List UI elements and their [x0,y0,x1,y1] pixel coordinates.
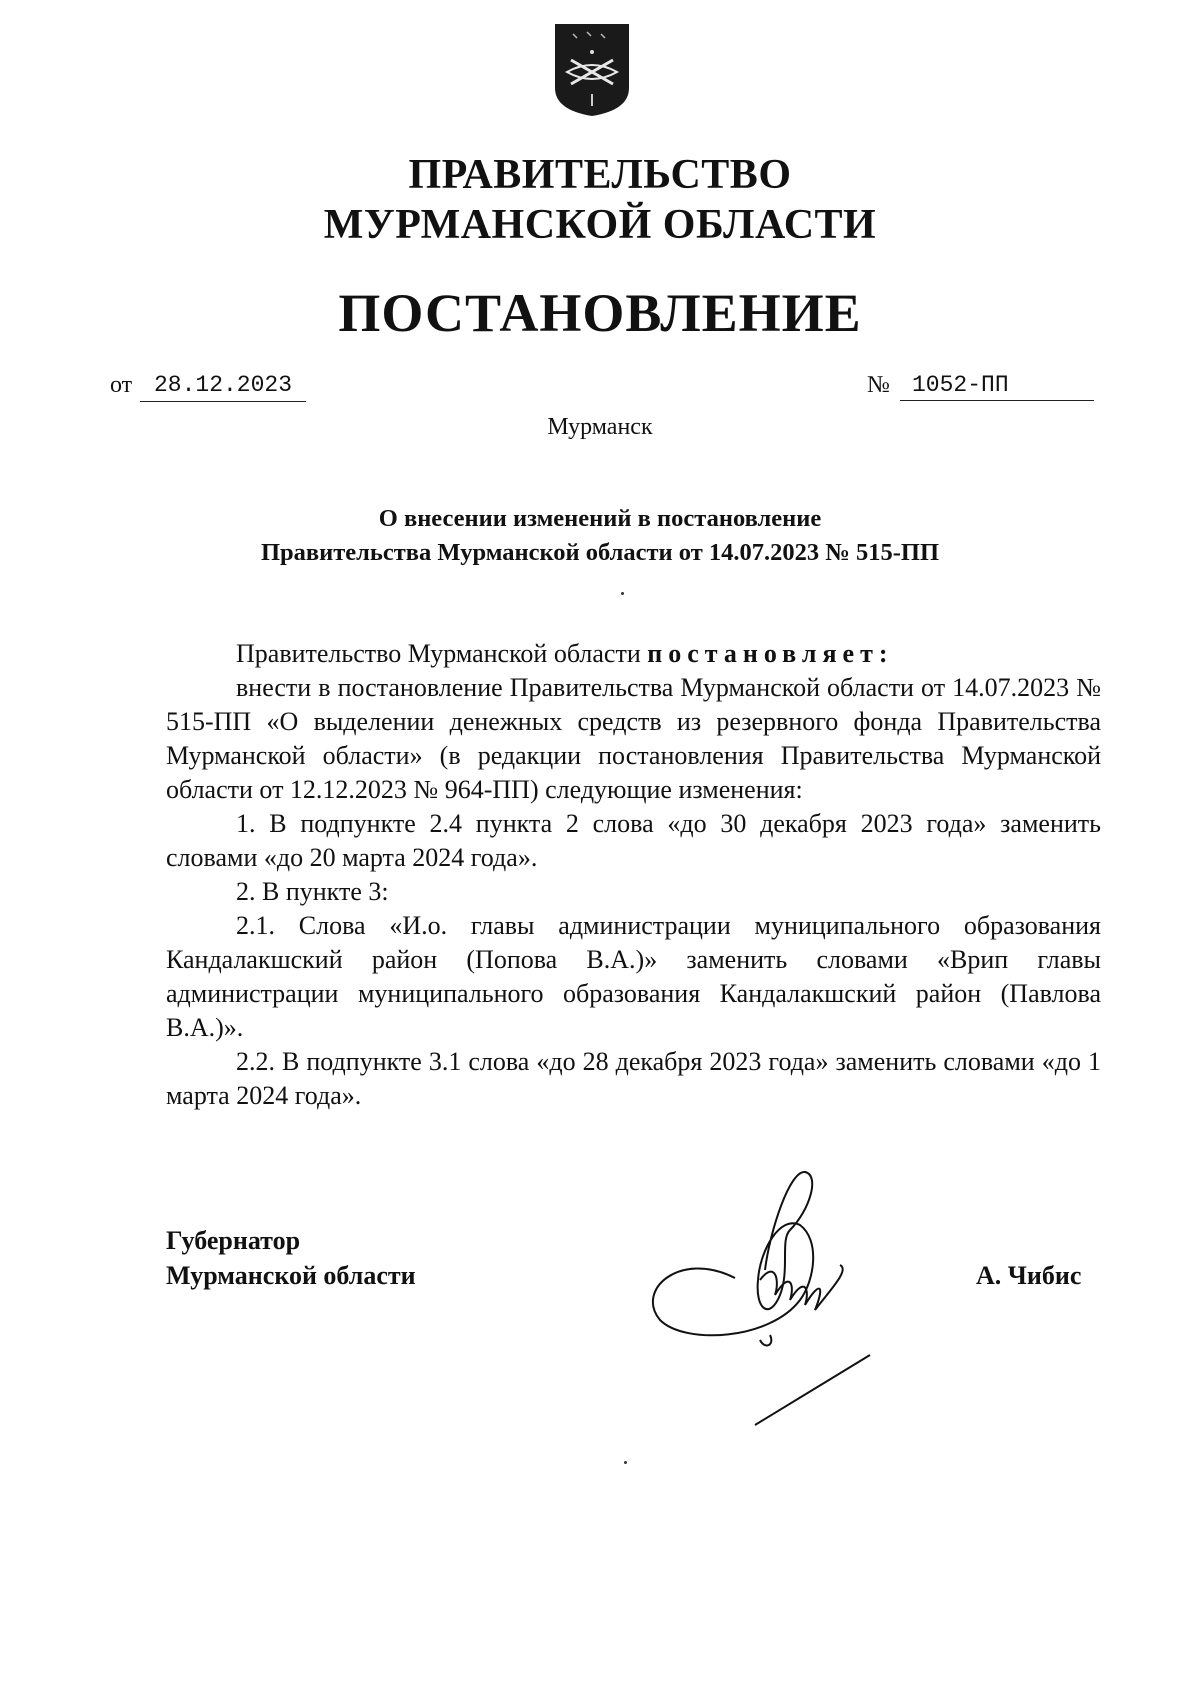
document-date: 28.12.2023 [140,372,306,402]
item-1: 1. В подпункте 2.4 пункта 2 слова «до 30 декабря 2023 года» заменить словами «до 20 марта 2024 года». [166,809,1101,872]
intro-lead: Правительство Мурманской области [236,639,641,668]
scan-dot [621,592,624,595]
main-paragraph: внести в постановление Правительства Мурманской области от 14.07.2023 № 515-ПП «О выделении денежных средств из резервного фонда Правительства Мурманской области» (в редакции постановления Правительства Мурманской области от 12.12.2023 № 964-ПП) следующие изменения: [166,673,1101,804]
signatory-name: А. Чибис [976,1261,1082,1290]
document-number: 1052-ПП [900,372,1094,401]
item-2-1: 2.1. Слова «И.о. главы администрации муниципального образования Кандалакшский район (Попова В.А.)» заменить словами «Врип главы администрации муниципального образования Кандалакшский район (Павлова В.А.)». [166,911,1101,1042]
document-body [166,637,1101,1113]
org-name-line-1: ПРАВИТЕЛЬСТВО [408,152,792,198]
document-type-title: ПОСТАНОВЛЕНИЕ [338,283,862,343]
intro-paragraph [166,637,1101,671]
number-prefix: № [867,372,890,398]
city-name: Мурманск [547,414,653,440]
handwritten-signature [640,1170,910,1430]
position-line-1: Губернатор [166,1226,301,1255]
date-prefix: от [110,372,133,398]
item-2: 2. В пункте 3: [236,877,389,906]
subject-line-2: Правительства Мурманской области от 14.07.2023 № 515-ПП [260,539,940,566]
organization-name [200,150,1000,250]
intro-resolves: постановляет: [647,639,894,668]
document-subject [150,502,1050,570]
subject-line-1: О внесении изменений в постановление [378,505,822,532]
signatory-position [166,1223,416,1293]
scan-dot [624,1461,627,1464]
position-line-2: Мурманской области [166,1261,416,1290]
coat-of-arms-emblem [553,22,631,118]
org-name-line-2: МУРМАНСКОЙ ОБЛАСТИ [323,202,877,248]
item-2-2: 2.2. В подпункте 3.1 слова «до 28 декабря 2023 года» заменить словами «до 1 марта 2024 года». [166,1047,1101,1110]
date-number-row [110,372,1085,406]
